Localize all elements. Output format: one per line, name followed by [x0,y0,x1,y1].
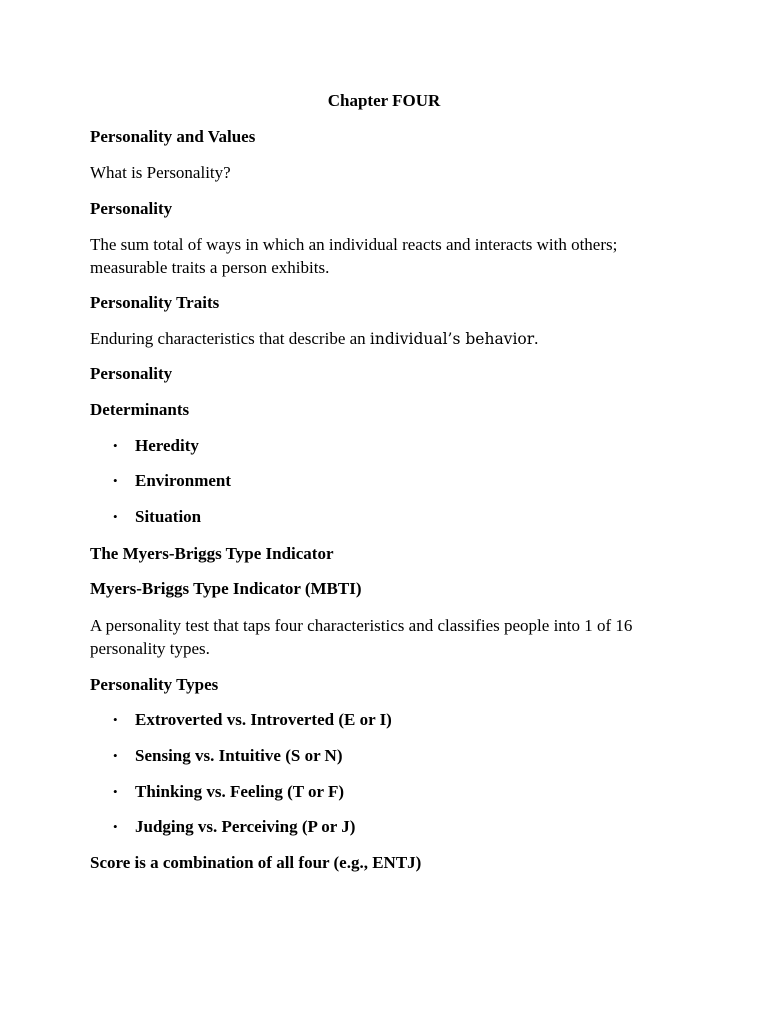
heading-personality: Personality [90,199,173,218]
bullet-icon: • [113,509,118,524]
determinant-item [113,434,199,457]
type-label: Sensing vs. Intuitive (S or N) [135,746,343,765]
heading-personality-types: Personality Types [90,675,219,694]
type-item [113,780,344,803]
type-label: Judging vs. Perceiving (P or J) [135,817,356,836]
bullet-icon: • [113,784,118,799]
type-item [113,744,343,767]
determinant-label: Heredity [135,436,199,455]
bullet-icon: • [113,438,118,453]
definition-personality: The sum total of ways in which an individual reacts and interacts with others; measurable traits a person exhibits. [90,235,618,277]
bullet-icon: • [113,473,118,488]
traits-definition [90,327,538,351]
determinant-label: Environment [135,471,232,490]
traits-text-emphasis: individual’s behavior [369,330,535,348]
score-note: Score is a combination of all four (e.g., ENTJ) [90,853,422,872]
heading-personality-2: Personality [90,364,173,383]
heading-mbti: Myers-Briggs Type Indicator (MBTI) [90,579,362,598]
heading-mbti-section: The Myers-Briggs Type Indicator [90,544,334,563]
traits-text-prefix: Enduring characteristics that describe an [90,329,370,348]
bullet-icon: • [113,748,118,763]
determinant-item [113,505,201,528]
heading-determinants: Determinants [90,400,190,419]
question-text: What is Personality? [90,163,231,182]
type-item [113,815,355,838]
type-item [113,708,392,731]
traits-text-suffix: . [534,329,539,348]
type-label: Thinking vs. Feeling (T or F) [135,782,345,801]
bullet-icon: • [113,712,118,727]
chapter-title: Chapter FOUR [327,91,441,110]
bullet-icon: • [113,819,118,834]
type-label: Extroverted vs. Introverted (E or I) [135,710,392,729]
heading-personality-traits: Personality Traits [90,293,220,312]
determinant-label: Situation [135,507,202,526]
section-title: Personality and Values [90,127,256,146]
determinant-item [113,469,231,492]
mbti-definition: A personality test that taps four characteristics and classifies people into 1 of 16 personality types. [90,616,633,658]
